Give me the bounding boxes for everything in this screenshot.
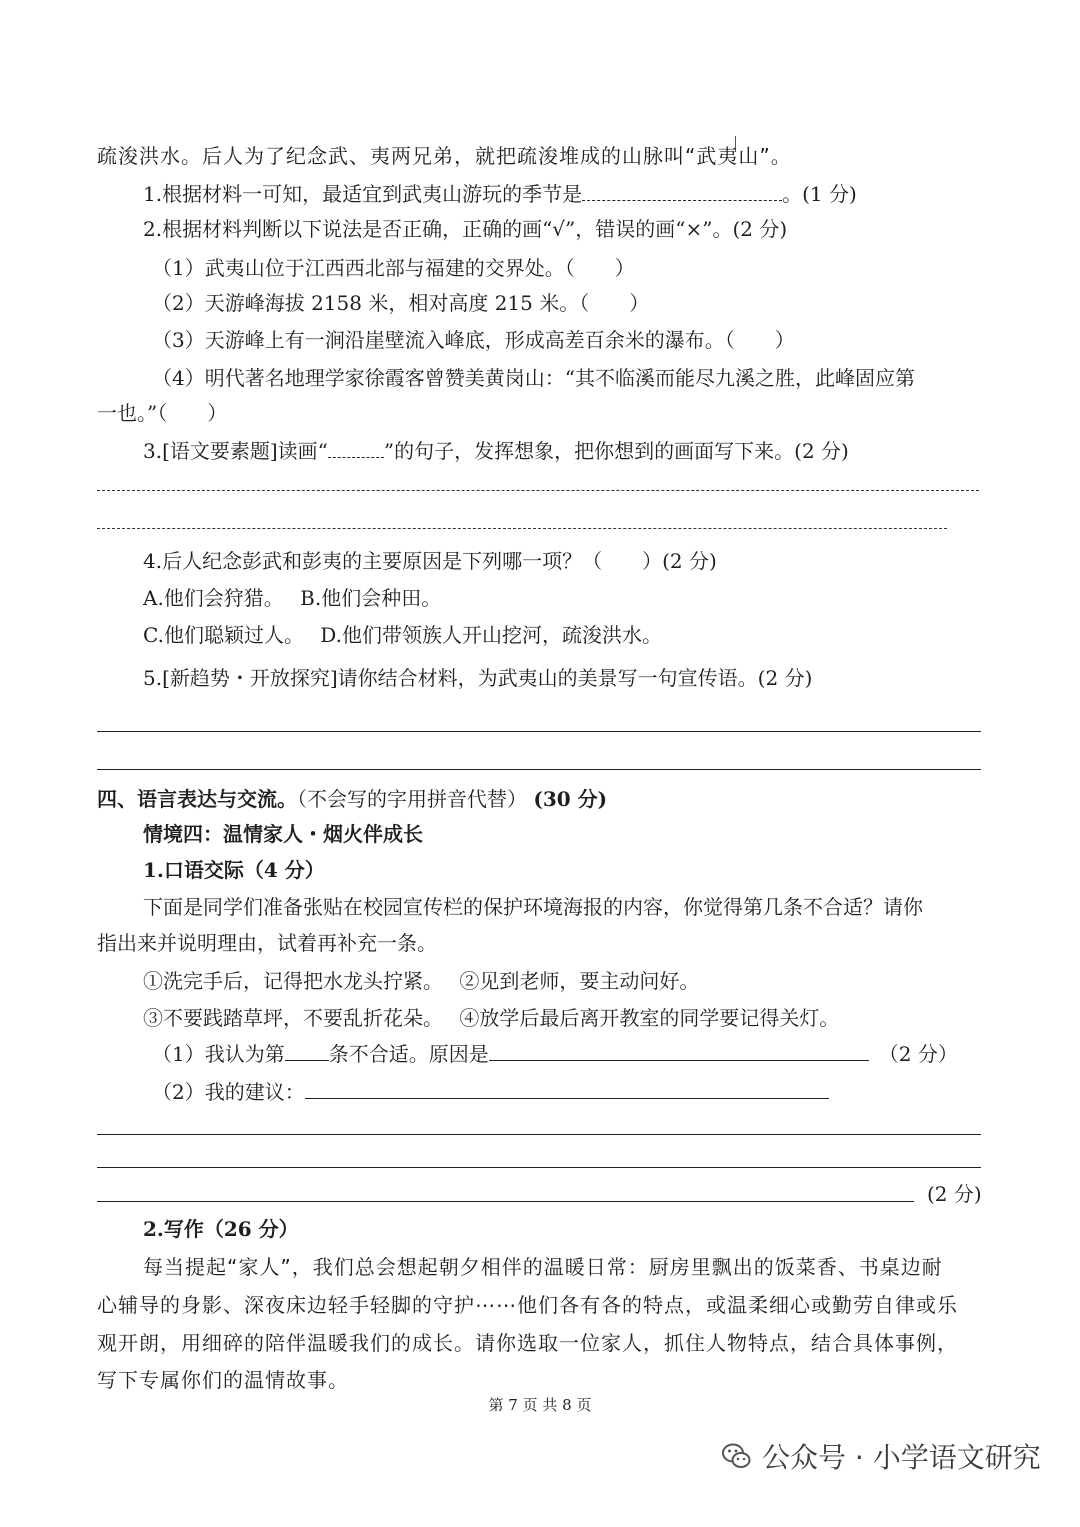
answer-blank-q1[interactable]: [582, 180, 782, 201]
page-number: 第 7 页 共 8 页: [488, 1396, 592, 1414]
answer-blank-reason[interactable]: [489, 1040, 869, 1061]
question-2-item-1: （1）武夷山位于江西西北部与福建的交界处。（ ）: [152, 256, 635, 280]
passage-end-line: 疏浚洪水。后人为了纪念武、夷两兄弟，就把疏浚堆成的山脉叫“武夷山”。: [97, 144, 792, 168]
section-4-note: （不会写的字用拼音代替）: [297, 787, 527, 811]
watermark: [720, 1436, 1041, 1476]
question-1: [143, 180, 857, 208]
oral-question-1: [152, 1040, 958, 1068]
question-2-item-3: （3）天游峰上有一涧沿崖壁流入峰底，形成高差百余米的瀑布。（ ）: [152, 328, 795, 352]
answer-line-q3-2[interactable]: [97, 528, 947, 529]
answer-line-suggestion-3[interactable]: [97, 1201, 914, 1202]
oral-prompt-line-1: 下面是同学们准备张贴在校园宣传栏的保护环境海报的内容，你觉得第几条不合适？请你: [143, 895, 923, 919]
question-3-text: 3.[语文要素题]读画“: [143, 439, 328, 463]
section-4-heading: [97, 785, 607, 813]
wechat-icon: [720, 1440, 752, 1472]
question-4-options-ab: A.他们会狩猎。 B.他们会种田。: [143, 586, 442, 610]
question-1-score: 。(1 分): [782, 182, 857, 206]
poster-options-1-2: ①洗完手后，记得把水龙头拧紧。 ②见到老师，要主动问好。: [143, 969, 700, 993]
answer-line-suggestion-2[interactable]: [97, 1167, 981, 1168]
question-4-options-cd: C.他们聪颖过人。 D.他们带领族人开山挖河，疏浚洪水。: [143, 623, 662, 647]
writing-prompt-line-2: 心辅导的身影、深夜床边轻手轻脚的守护⋯⋯他们各有各的特点，或温柔细心或勤劳自律或乐: [97, 1293, 958, 1317]
oral-communication-title: 1.口语交际（4 分）: [143, 858, 325, 882]
oral-question-2: [152, 1078, 829, 1106]
question-2-item-4-cont: 一也。”（ ）: [97, 401, 228, 425]
question-5: 5.[新趋势・开放探究]请你结合材料，为武夷山的美景写一句宣传语。(2 分): [143, 666, 813, 690]
scene-title: 情境四：温情家人・烟火伴成长: [143, 822, 423, 846]
poster-options-3-4: ③不要践踏草坪，不要乱折花朵。 ④放学后最后离开教室的同学要记得关灯。: [143, 1006, 840, 1030]
question-4: 4.后人纪念彭武和彭夷的主要原因是下列哪一项？（ ）(2 分): [143, 549, 717, 573]
answer-line-q3-1[interactable]: [97, 490, 979, 491]
answer-line-q5-1[interactable]: [97, 731, 981, 732]
suggestion-score: (2 分): [927, 1182, 982, 1206]
answer-blank-suggestion[interactable]: [305, 1078, 829, 1099]
writing-prompt-line-3: 观开朗，用细碎的陪伴温暖我们的成长。请你选取一位家人，抓住人物特点，结合具体事例，: [97, 1331, 958, 1355]
question-2: 2.根据材料判断以下说法是否正确，正确的画“√”，错误的画“×”。(2 分): [143, 217, 788, 241]
wavy-line-marker: [328, 437, 384, 458]
question-3-text-cont: ”的句子，发挥想象，把你想到的画面写下来。(2 分): [383, 439, 849, 463]
question-2-item-2: （2）天游峰海拔 2158 米，相对高度 215 米。（ ）: [152, 291, 650, 315]
section-4-score: (30 分): [533, 787, 608, 811]
answer-line-q5-2[interactable]: [97, 769, 981, 770]
oral-question-1-score: （2 分）: [878, 1042, 958, 1066]
writing-prompt-line-4: 写下专属你们的温情故事。: [97, 1368, 349, 1392]
oral-question-2-text: （2）我的建议：: [152, 1080, 305, 1104]
question-1-text: 1.根据材料一可知，最适宜到武夷山游玩的季节是: [143, 182, 583, 206]
oral-prompt-line-2: 指出来并说明理由，试着再补充一条。: [97, 931, 437, 955]
watermark-text: 公众号 · 小学语文研究: [762, 1441, 1041, 1474]
oral-question-1-text: （1）我认为第: [152, 1042, 285, 1066]
answer-line-suggestion-1[interactable]: [97, 1134, 981, 1135]
section-4-title: 四、语言表达与交流。: [97, 787, 297, 811]
oral-question-1-text-cont: 条不合适。原因是: [328, 1042, 489, 1066]
answer-blank-number[interactable]: [285, 1040, 329, 1061]
writing-prompt-line-1: 每当提起“家人”，我们总会想起朝夕相伴的温暖日常：厨房里飘出的饭菜香、书桌边耐: [143, 1255, 943, 1279]
writing-title: 2.写作（26 分）: [143, 1217, 299, 1241]
question-3: [143, 437, 849, 465]
question-2-item-4: （4）明代著名地理学家徐霞客曾赞美黄岗山：“其不临溪而能尽九溪之胜，此峰固应第: [152, 366, 915, 390]
